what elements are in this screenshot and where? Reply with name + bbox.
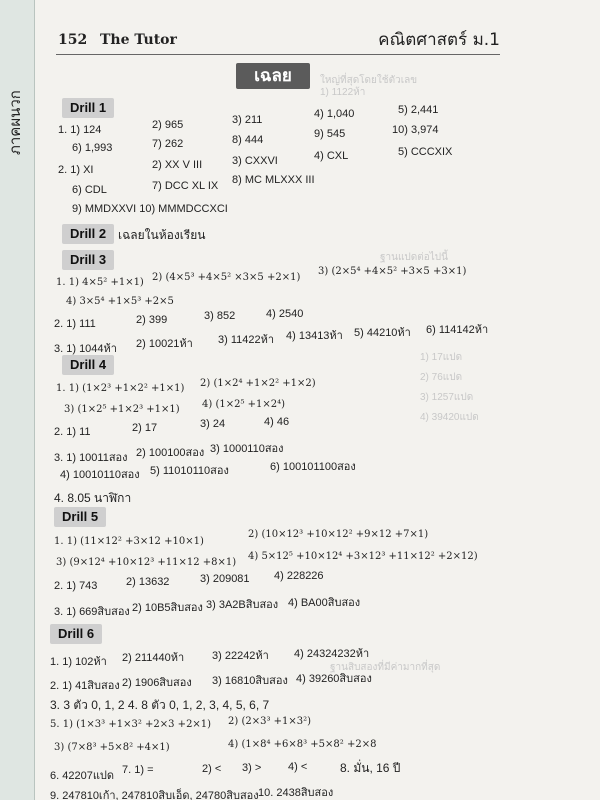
answer-item: 4) (1×8⁴ +6×8³ +5×8² +2×8 bbox=[228, 739, 377, 750]
subject-title: คณิตศาสตร์ ม.1 bbox=[378, 30, 500, 50]
answer-item: 2. 1) 743 bbox=[54, 580, 98, 592]
bleed-through-text: 4) 39420แปด bbox=[420, 412, 479, 423]
answer-item: 1. 1) (11×12² +3×12 +10×1) bbox=[54, 536, 204, 547]
drill-1-heading: Drill 1 bbox=[62, 98, 114, 118]
answer-item: 2) 10B5สิบสอง bbox=[132, 602, 203, 614]
answer-item: 3) (7×8³ +5×8² +4×1) bbox=[54, 742, 170, 753]
answer-item: 3) 24 bbox=[200, 418, 226, 430]
drill-2-note: เฉลยในห้องเรียน bbox=[118, 228, 206, 242]
answer-item: 3) CXXVI bbox=[232, 155, 278, 167]
answer-item: 3) (2×5⁴ +4×5² +3×5 +3×1) bbox=[318, 266, 467, 277]
answer-item: 3) (1×2⁵ +1×2³ +1×1) bbox=[64, 404, 180, 415]
answer-item: 2) 17 bbox=[132, 422, 158, 434]
page-number: 152 bbox=[58, 32, 88, 48]
answer-item: 2) (2×3³ +1×3²) bbox=[228, 716, 312, 727]
answer-item: 4) (1×2⁵ +1×2⁴) bbox=[202, 399, 286, 410]
answer-item: 2) 100100สอง bbox=[136, 447, 205, 459]
answers-banner: เฉลย bbox=[236, 63, 310, 89]
answer-item: 2) XX V III bbox=[152, 159, 203, 171]
drill-5-heading: Drill 5 bbox=[54, 507, 106, 527]
bleed-through-text: 1) 1122ห้า bbox=[320, 87, 366, 98]
answer-item: 2) (4×5³ +4×5² ×3×5 +2×1) bbox=[152, 272, 301, 283]
answer-item: 4) BA00สิบสอง bbox=[288, 597, 361, 609]
answer-item: 2) 399 bbox=[136, 314, 168, 326]
answer-item: 6) 100101100สอง bbox=[270, 461, 356, 473]
answer-item: 10. 2438สิบสอง bbox=[258, 787, 334, 799]
answer-item: 2) 1906สิบสอง bbox=[122, 677, 192, 689]
answer-item: 1. 1) 4×5² +1×1) bbox=[56, 277, 144, 288]
answer-item: 4) 46 bbox=[264, 416, 290, 428]
answer-item: 2) < bbox=[202, 763, 222, 775]
answer-item: 6) CDL bbox=[72, 184, 107, 196]
answer-item: 7. 1) = bbox=[122, 764, 154, 776]
header-rule bbox=[56, 54, 500, 55]
answer-item: 6) 114142ห้า bbox=[426, 324, 489, 336]
answer-item: 3) > bbox=[242, 762, 262, 774]
answer-item: 2) (10×12³ +10×12² +9×12 +7×1) bbox=[248, 529, 429, 540]
answer-item: 7) 262 bbox=[152, 138, 184, 150]
answer-item: 4) 13413ห้า bbox=[286, 330, 343, 342]
answer-item: 3) (9×12⁴ +10×12³ +11×12 +8×1) bbox=[56, 557, 237, 568]
answer-item: 9) 545 bbox=[314, 128, 346, 140]
answer-item: 3. 1) 1044ห้า bbox=[54, 343, 117, 355]
answer-item: 2) 13632 bbox=[126, 576, 170, 588]
answer-item: 9) MMDXXVI 10) MMMDCCXCI bbox=[72, 203, 228, 215]
answer-item: 3. 1) 10011สอง bbox=[54, 452, 128, 464]
bleed-through-text: ฐานสิบสองที่มีค่ามากที่สุด bbox=[330, 662, 441, 673]
answer-item: 4. 8.05 นาฬิกา bbox=[54, 491, 132, 505]
answer-item: 3. 3 ตัว 0, 1, 2 4. 8 ตัว 0, 1, 2, 3, 4, 5, 6, 7 bbox=[50, 698, 270, 712]
answer-item: 9. 247810เก้า, 247810สิบเอ็ด, 24780สิบสอง bbox=[50, 790, 259, 800]
answer-item: 4) 5×12⁵ +10×12⁴ +3×12³ +11×12² +2×12) bbox=[248, 551, 478, 562]
answer-item: 2. 1) 11 bbox=[54, 426, 91, 438]
drill-2-heading: Drill 2 bbox=[62, 224, 114, 244]
answer-item: 2) 211440ห้า bbox=[122, 652, 185, 664]
answer-item: 2) 10021ห้า bbox=[136, 338, 193, 350]
bleed-through-text: 3) 1257แปด bbox=[420, 392, 474, 403]
answer-item: 3) 852 bbox=[204, 310, 236, 322]
answer-item: 4) 1,040 bbox=[314, 108, 355, 120]
answer-item: 5) CCCXIX bbox=[398, 146, 453, 158]
answer-item: 8) MC MLXXX III bbox=[232, 174, 315, 186]
answer-item: 3) 22242ห้า bbox=[212, 650, 269, 662]
answer-item: 3) 1000110สอง bbox=[210, 443, 284, 455]
answer-item: 2. 1) 111 bbox=[54, 318, 96, 330]
answer-item: 1. 1) 124 bbox=[58, 124, 102, 136]
drill-3-heading: Drill 3 bbox=[62, 250, 114, 270]
answer-item: 4) 24324232ห้า bbox=[294, 648, 370, 660]
answer-item: 2. 1) 41สิบสอง bbox=[50, 680, 120, 692]
drill-4-heading: Drill 4 bbox=[62, 355, 114, 375]
answer-item: 4) < bbox=[288, 761, 308, 773]
answer-item: 2) 965 bbox=[152, 119, 184, 131]
book-title: The Tutor bbox=[100, 32, 177, 48]
answer-item: 3) 209081 bbox=[200, 573, 250, 585]
answer-item: 5) 11010110สอง bbox=[150, 465, 229, 477]
answer-item: 5) 2,441 bbox=[398, 104, 439, 116]
answer-item: 5) 44210ห้า bbox=[354, 327, 411, 339]
answer-item: 6. 42207แปด bbox=[50, 770, 115, 782]
bleed-through-text: ใหญ่ที่สุดโดยใช้ตัวเลข bbox=[320, 75, 418, 86]
page-header bbox=[46, 22, 500, 56]
answer-item: 5. 1) (1×3³ +1×3² +2×3 +2×1) bbox=[50, 719, 212, 730]
answer-item: 4) CXL bbox=[314, 150, 349, 162]
drill-6-heading: Drill 6 bbox=[50, 624, 102, 644]
answer-item: 4) 39260สิบสอง bbox=[296, 673, 372, 685]
answer-item: 2) (1×2⁴ +1×2² +1×2) bbox=[200, 378, 316, 389]
answer-item: 4) 228226 bbox=[274, 570, 324, 582]
answer-item: 1. 1) 102ห้า bbox=[50, 656, 107, 668]
answer-item: 7) DCC XL IX bbox=[152, 180, 219, 192]
answer-item: 3) 16810สิบสอง bbox=[212, 675, 288, 687]
answer-item: 3) 211 bbox=[232, 114, 263, 126]
bleed-through-text: 2) 76แปด bbox=[420, 372, 463, 383]
answer-item: 3) 3A2Bสิบสอง bbox=[206, 599, 279, 611]
answer-item: 2. 1) XI bbox=[58, 164, 94, 176]
answer-item: 4) 10010110สอง bbox=[60, 469, 140, 481]
answer-item: 10) 3,974 bbox=[392, 124, 439, 136]
side-label: ภาคผนวก bbox=[6, 90, 24, 156]
bleed-through-text: ฐานแปดต่อไปนี้ bbox=[380, 252, 448, 263]
answer-item: 4) 3×5⁴ +1×5³ +2×5 bbox=[66, 296, 174, 307]
answer-item: 8. มั่น, 16 ปี bbox=[340, 761, 401, 775]
answer-item: 6) 1,993 bbox=[72, 142, 113, 154]
answer-item: 4) 2540 bbox=[266, 308, 304, 320]
answer-item: 3. 1) 669สิบสอง bbox=[54, 606, 130, 618]
answer-item: 3) 11422ห้า bbox=[218, 334, 275, 346]
answer-item: 8) 444 bbox=[232, 134, 264, 146]
bleed-through-text: 1) 17แปด bbox=[420, 352, 463, 363]
answer-item: 1. 1) (1×2³ +1×2² +1×1) bbox=[56, 383, 185, 394]
side-strip bbox=[0, 0, 35, 800]
